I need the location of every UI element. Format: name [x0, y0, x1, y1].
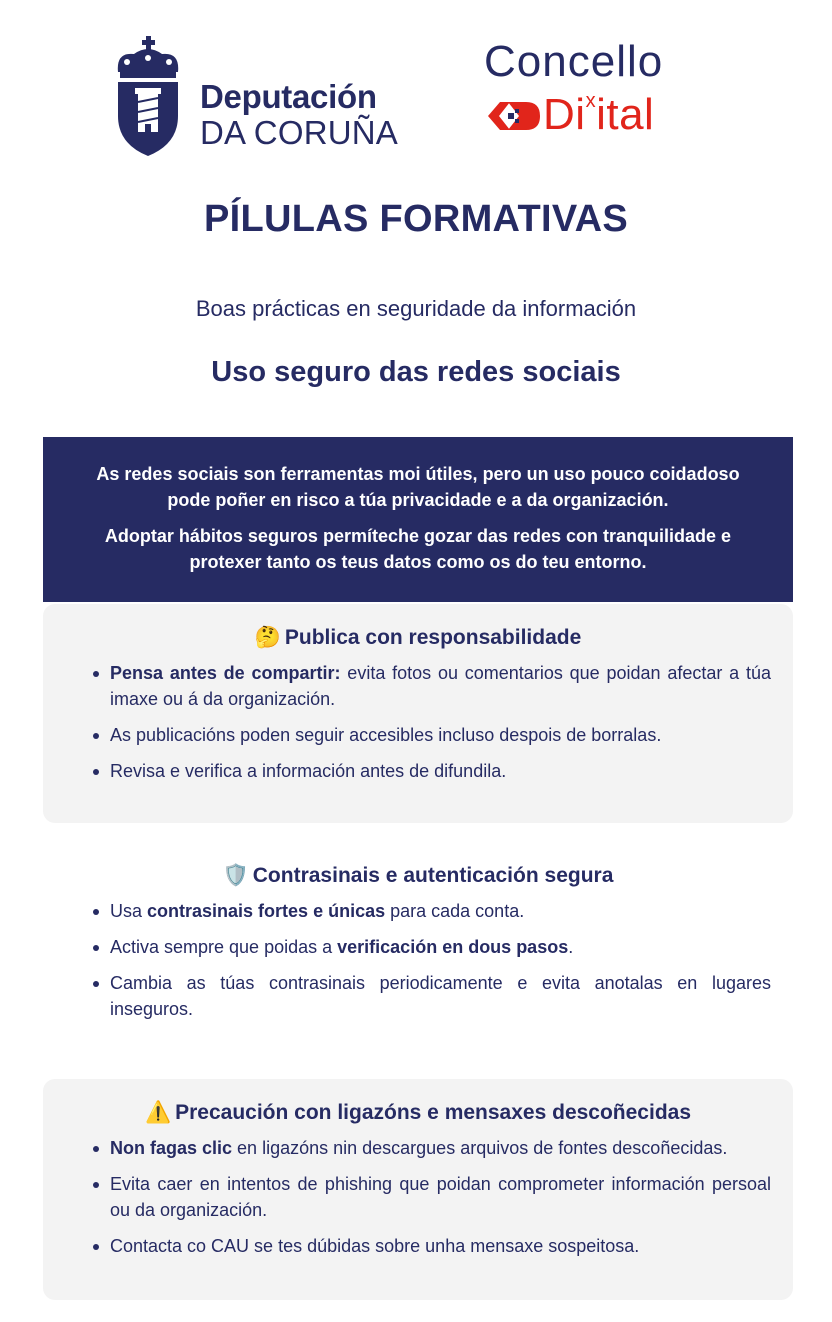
list-item-bold: contrasinais fortes e únicas [147, 901, 386, 921]
section-card-precaucion [43, 1079, 793, 1300]
section-list [65, 1135, 771, 1259]
list-item-text: Activa sempre que poidas a [110, 937, 338, 957]
section-title-text: Contrasinais e autenticación segura [252, 864, 614, 887]
concello-dixital-mark-icon [486, 96, 542, 136]
list-item [110, 1171, 771, 1223]
list-item-text: As publicacións poden seguir accesibles incluso despois de borralas. [110, 725, 662, 745]
list-item-text: evita fotos ou comentarios que poidan afectar a túa imaxe ou á da organización. [110, 663, 771, 709]
shield-icon: 🛡️ [222, 864, 249, 887]
list-item [110, 1135, 771, 1161]
intro-paragraph-1: As redes sociais son ferramentas moi útiles, pero un uso pouco coidadoso pode poñer en risco a túa privacidade e a da organización. [96, 464, 740, 510]
section-title [65, 1101, 771, 1125]
concello-line2-a: Di [543, 90, 586, 139]
section-card-contrasinais [43, 842, 793, 1052]
section-title-text: Publica con responsabilidade [284, 626, 582, 649]
deputacion-line2: DA CORUÑA [200, 114, 398, 151]
list-item [110, 898, 771, 924]
section-title-text: Precaución con ligazóns e mensaxes descoñecidas [175, 1101, 692, 1124]
list-item [110, 1233, 771, 1259]
intro-banner [43, 437, 793, 602]
list-item-text: Contacta co CAU se tes dúbidas sobre unha mensaxe sospeitosa. [110, 1236, 640, 1256]
warning-icon: ⚠️ [144, 1101, 172, 1124]
list-item-bold: verificación en dous pasos [337, 937, 569, 957]
section-list [65, 660, 771, 784]
section-title [65, 626, 771, 650]
list-item [110, 758, 771, 784]
concello-line2-sup: x [585, 90, 597, 112]
list-item-bold: Pensa antes de compartir: [110, 663, 341, 683]
list-item-text: Cambia as túas contrasinais periodicamente e evita anotalas en lugares inseguros. [110, 973, 771, 1019]
list-item-text: Evita caer en intentos de phishing que poidan comprometer información persoal ou da organización. [110, 1174, 771, 1220]
header-logos [0, 0, 832, 170]
section-card-publica [43, 604, 793, 823]
page-subtitle: Boas prácticas en seguridade da información [195, 296, 637, 321]
concello-line1: Concello [484, 37, 664, 86]
list-item-text: para cada conta. [385, 901, 525, 921]
list-item [110, 970, 771, 1022]
thinking-face-icon: 🤔 [254, 626, 281, 649]
deputacion-line1: Deputación [200, 78, 377, 115]
deputacion-wordmark [200, 80, 398, 149]
list-item-text: . [568, 937, 574, 957]
intro-paragraph-2: Adoptar hábitos seguros permíteche gozar das redes con tranquilidade e protexer tanto os teus datos como os do teu entorno. [104, 526, 732, 572]
list-item-bold: Non fagas clic [110, 1138, 233, 1158]
list-item-text: Revisa e verifica a información antes de difundila. [110, 761, 507, 781]
list-item [110, 660, 771, 712]
list-item-text: en ligazóns nin descargues arquivos de fontes descoñecidas. [232, 1138, 728, 1158]
list-item-text: Usa [110, 901, 148, 921]
concello-line2-b: ital [596, 90, 655, 139]
concello-line2 [543, 90, 655, 139]
list-item [110, 722, 771, 748]
topic-heading: Uso seguro das redes sociais [211, 356, 621, 388]
section-title [65, 864, 771, 888]
section-list [65, 898, 771, 1022]
list-item [110, 934, 771, 960]
page-title: PÍLULAS FORMATIVAS [203, 198, 629, 240]
